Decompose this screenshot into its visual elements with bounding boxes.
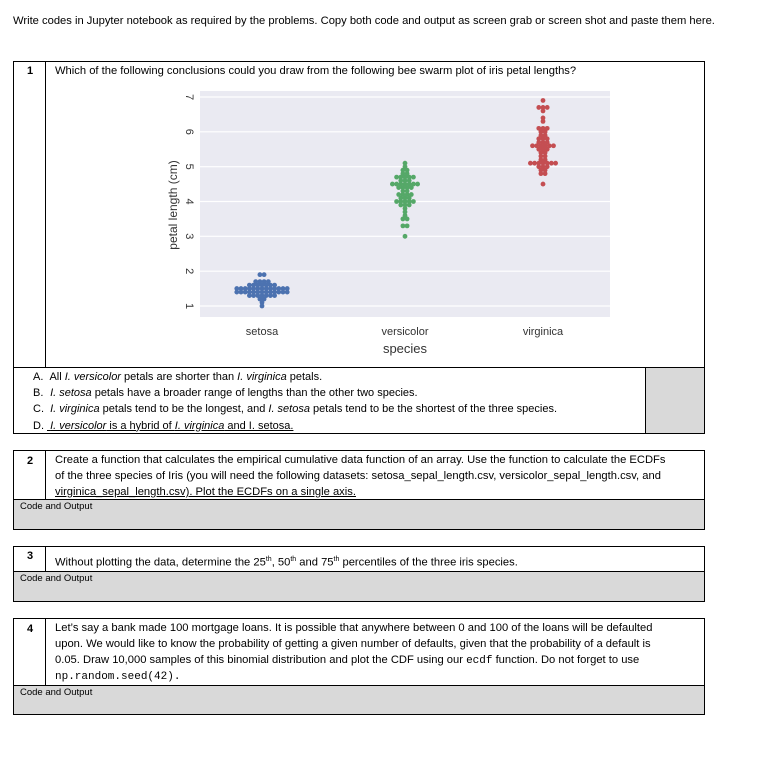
- point-virginica: [541, 116, 546, 121]
- point-versicolor: [409, 192, 414, 197]
- point-versicolor: [390, 182, 395, 187]
- question-2-text: Create a function that calculates the empirical cumulative data function of an array. Use the function to calculate the ECDFs of the three species of Iris (you will need the following datasets: setosa_sepal_length.csv, versicolor_sepal_length.csv, and virginica_sepal_length.csv). Plot the ECDFs on a single axis.: [55, 454, 666, 498]
- y-tick-label: 5: [183, 163, 195, 170]
- point-versicolor: [411, 199, 416, 204]
- x-axis-label: species: [382, 341, 428, 356]
- point-versicolor: [411, 175, 416, 180]
- point-virginica: [530, 143, 535, 148]
- point-virginica: [528, 161, 533, 166]
- question-3-number: 3: [27, 550, 34, 562]
- question-3-text: Without plotting the data, determine the 25th, 50th and 75th percentiles of the three iris species.: [55, 556, 518, 569]
- point-versicolor: [411, 182, 416, 187]
- question-2-number-divider: [45, 450, 46, 500]
- point-virginica: [553, 161, 558, 166]
- point-virginica: [545, 105, 550, 110]
- question-2-code-output-area[interactable]: [13, 499, 705, 530]
- point-setosa: [239, 286, 244, 291]
- point-virginica: [541, 98, 546, 103]
- question-1-number: 1: [27, 65, 34, 77]
- y-tick-label: 2: [183, 268, 195, 275]
- point-virginica: [541, 126, 546, 131]
- question-1-text: Which of the following conclusions could you draw from the following bee swarm plot of iris petal lengths?: [55, 65, 577, 77]
- point-versicolor: [394, 182, 399, 187]
- point-setosa: [258, 279, 263, 284]
- point-versicolor: [396, 192, 401, 197]
- point-virginica: [536, 126, 541, 131]
- point-versicolor: [394, 199, 399, 204]
- question-4-number-divider: [45, 618, 46, 686]
- question-2-code-label: Code and Output: [20, 501, 93, 512]
- point-versicolor: [394, 175, 399, 180]
- y-tick-label: 4: [183, 198, 195, 205]
- point-virginica: [541, 105, 546, 110]
- instructions-text: Write codes in Jupyter notebook as required by the problems. Copy both code and output as screen grab or screen shot and paste them here.: [13, 15, 715, 27]
- x-tick-label-versicolor: versicolor: [381, 326, 429, 338]
- question-3-code-label: Code and Output: [20, 573, 93, 584]
- point-setosa: [262, 272, 267, 277]
- point-versicolor: [403, 161, 408, 166]
- question-3-number-divider: [45, 546, 46, 572]
- beeswarm-chart: [150, 82, 650, 362]
- question-2-number: 2: [27, 455, 34, 467]
- question-1-number-divider: [45, 61, 46, 367]
- choice-c[interactable]: C. I. virginica petals tend to be the longest, and I. setosa petals tend to be the shortest of the three species.: [33, 403, 558, 416]
- point-virginica: [545, 126, 550, 131]
- point-virginica: [549, 161, 554, 166]
- point-setosa: [281, 286, 286, 291]
- choice-b[interactable]: B. I. setosa petals have a broader range of lengths than the other two species.: [33, 387, 418, 400]
- answer-box: [645, 367, 705, 434]
- point-setosa: [285, 286, 290, 291]
- answer-choices: [33, 369, 557, 434]
- point-versicolor: [415, 182, 420, 187]
- point-setosa: [258, 272, 263, 277]
- x-tick-label-setosa: setosa: [245, 326, 279, 338]
- question-4-number: 4: [27, 623, 34, 635]
- point-versicolor: [403, 234, 408, 239]
- point-setosa: [266, 279, 271, 284]
- y-tick-label: 6: [183, 128, 195, 135]
- choice-d[interactable]: D. I. versicolor is a hybrid of I. virginica and I. setosa.: [33, 419, 294, 432]
- question-3-code-output-area[interactable]: [13, 571, 705, 602]
- point-setosa: [262, 279, 267, 284]
- point-virginica: [541, 182, 546, 187]
- question-4-code-label: Code and Output: [20, 687, 93, 698]
- point-setosa: [234, 286, 239, 291]
- question-4-code-output-area[interactable]: [13, 685, 705, 715]
- x-tick-label-virginica: virginica: [522, 326, 564, 338]
- y-axis-label: petal length (cm): [166, 160, 180, 250]
- point-setosa: [276, 286, 281, 291]
- y-tick-label: 7: [183, 93, 195, 101]
- choice-a[interactable]: A. All I. versicolor petals are shorter than I. virginica petals.: [33, 371, 323, 383]
- point-virginica: [536, 105, 541, 110]
- point-setosa: [272, 283, 277, 288]
- y-tick-label: 1: [183, 302, 195, 310]
- y-tick-label: 3: [183, 233, 195, 240]
- point-setosa: [247, 283, 252, 288]
- point-versicolor: [405, 223, 410, 228]
- point-versicolor: [401, 223, 406, 228]
- point-setosa: [243, 286, 248, 291]
- point-virginica: [551, 143, 556, 148]
- point-setosa: [253, 279, 258, 284]
- point-virginica: [532, 161, 537, 166]
- question-4-text: Let’s say a bank made 100 mortgage loans. It is possible that anywhere between 0 and 100 of the loans will be defaulted upon. We would like to know the probability of getting a given number of defaults, given that the probability of a default is 0.05. Draw 10,000 samples of this binomial distribution and plot the CDF using our ecdf function. Do not forget to use np.random.seed(42).: [55, 622, 653, 683]
- question-1-choices-divider: [13, 367, 705, 368]
